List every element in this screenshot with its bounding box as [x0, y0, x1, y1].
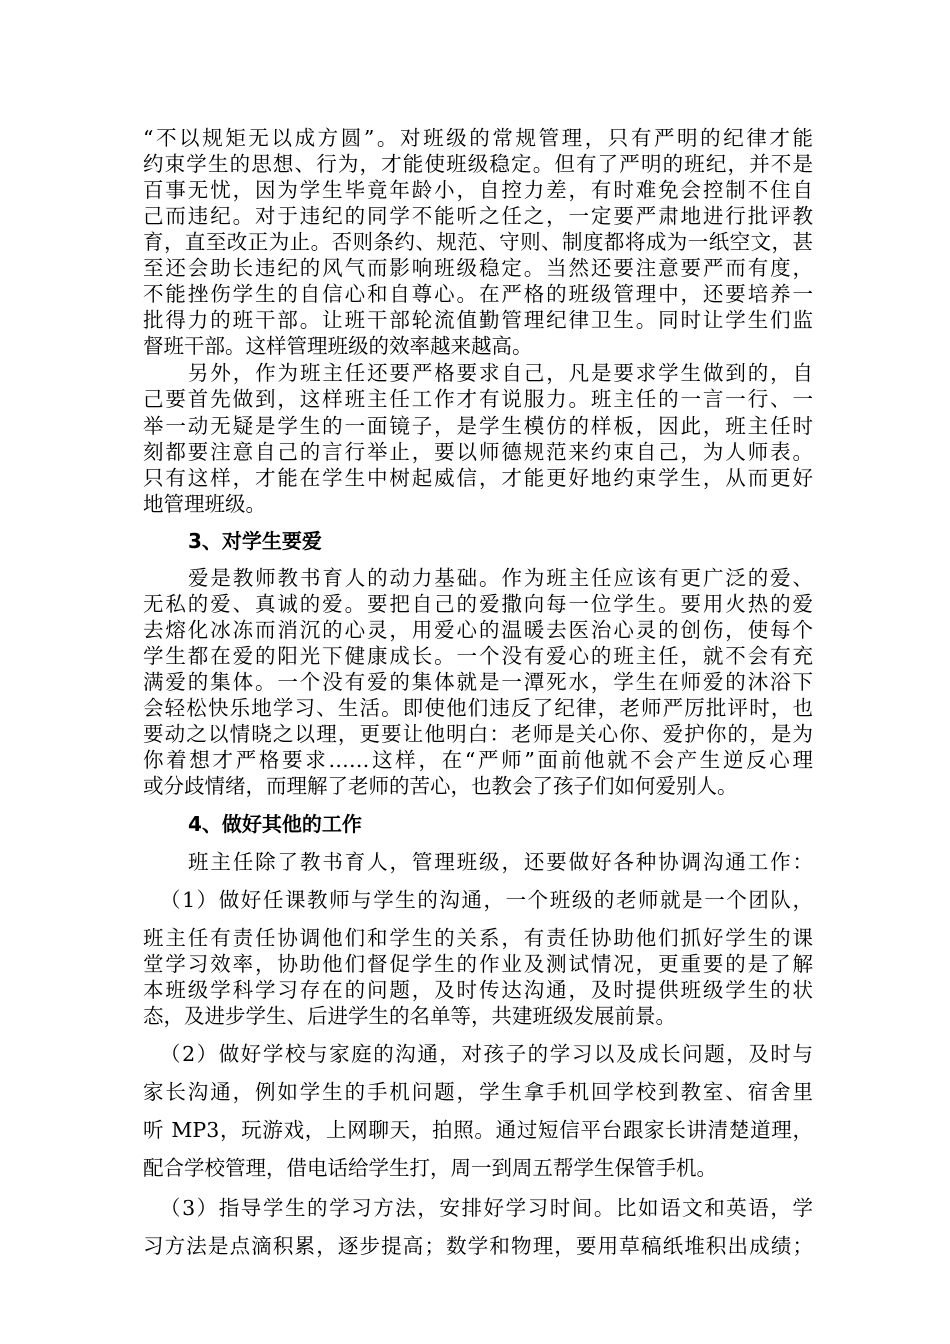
- paragraph-line: 或分歧情绪，而理解了老师的苦心，也教会了孩子们如何爱别人。: [143, 774, 738, 798]
- paragraph-line: 至还会助长违纪的风气而影响班级稳定。当然还要注意要严而有度，: [143, 256, 813, 280]
- paragraph-line: 地管理班级。: [143, 492, 266, 516]
- paragraph-line: 习方法是点滴积累，逐步提高；数学和物理，要用草稿纸堆积出成绩；: [143, 1234, 813, 1258]
- paragraph-line: 只有这样，才能在学生中树起威信，才能更好地约束学生，从而更好: [143, 466, 813, 490]
- paragraph-line: 堂学习效率，协助他们督促学生的作业及测试情况，更重要的是了解: [143, 952, 813, 976]
- paragraph-line: （1）做好任课教师与学生的沟通，一个班级的老师就是一个团队，: [160, 888, 813, 912]
- paragraph-line: 满爱的集体。一个没有爱的集体就是一潭死水，学生在师爱的沐浴下: [143, 670, 813, 694]
- paragraph-line: （2）做好学校与家庭的沟通，对孩子的学习以及成长问题，及时与: [160, 1042, 813, 1066]
- paragraph-line: 不能挫伤学生的自信心和自尊心。在严格的班级管理中，还要培养一: [143, 282, 813, 306]
- paragraph-line: 听 MP3，玩游戏，上网聊天，拍照。通过短信平台跟家长讲清楚道理，: [143, 1118, 813, 1142]
- section-heading: 3、对学生要爱: [188, 529, 322, 553]
- paragraph-line: 己而违纪。对于违纪的同学不能听之任之，一定要严肃地进行批评教: [143, 204, 813, 228]
- paragraph-line: 配合学校管理，借电话给学生打，周一到周五帮学生保管手机。: [143, 1156, 717, 1180]
- paragraph-line: 去熔化冰冻而消沉的心灵，用爱心的温暖去医治心灵的创伤，使每个: [143, 618, 813, 642]
- paragraph-line: 举一动无疑是学生的一面镜子，是学生模仿的样板，因此，班主任时: [143, 414, 813, 438]
- paragraph-line: 无私的爱、真诚的爱。要把自己的爱撒向每一位学生。要用火热的爱: [143, 592, 813, 616]
- paragraph-line: （3）指导学生的学习方法，安排好学习时间。比如语文和英语，学: [160, 1196, 813, 1220]
- paragraph-line: 家长沟通，例如学生的手机问题，学生拿手机回学校到教室、宿舍里: [143, 1080, 813, 1104]
- paragraph-line: 你着想才严格要求……这样，在“严师”面前他就不会产生逆反心理: [143, 748, 813, 772]
- paragraph-line: 约束学生的思想、行为，才能使班级稳定。但有了严明的班纪，并不是: [143, 152, 813, 176]
- paragraph-line: 育，直至改正为止。否则条约、规范、守则、制度都将成为一纸空文，甚: [143, 230, 813, 254]
- paragraph-line: 态，及进步学生、后进学生的名单等，共建班级发展前景。: [143, 1004, 676, 1028]
- paragraph-line: 刻都要注意自己的言行举止，要以师德规范来约束自己，为人师表。: [143, 440, 813, 464]
- section-heading: 4、做好其他的工作: [188, 812, 362, 836]
- paragraph-line: 班主任除了教书育人，管理班级，还要做好各种协调沟通工作：: [188, 850, 813, 874]
- paragraph-line: 另外，作为班主任还要严格要求自己，凡是要求学生做到的，自: [188, 361, 813, 385]
- paragraph-line: 督班干部。这样管理班级的效率越来越高。: [143, 334, 533, 358]
- paragraph-line: 己要首先做到，这样班主任工作才有说服力。班主任的一言一行、一: [143, 387, 813, 411]
- paragraph-line: “不以规矩无以成方圆”。对班级的常规管理，只有严明的纪律才能: [143, 126, 813, 150]
- paragraph-line: 本班级学科学习存在的问题，及时传达沟通，及时提供班级学生的状: [143, 978, 813, 1002]
- paragraph-line: 爱是教师教书育人的动力基础。作为班主任应该有更广泛的爱、: [188, 566, 813, 590]
- paragraph-line: 百事无忧，因为学生毕竟年龄小，自控力差，有时难免会控制不住自: [143, 178, 813, 202]
- paragraph-line: 要动之以情晓之以理，更要让他明白：老师是关心你、爱护你的，是为: [143, 722, 813, 746]
- paragraph-line: 班主任有责任协调他们和学生的关系，有责任协助他们抓好学生的课: [143, 926, 813, 950]
- paragraph-line: 会轻松快乐地学习、生活。即使他们违反了纪律，老师严厉批评时，也: [143, 696, 813, 720]
- paragraph-line: 学生都在爱的阳光下健康成长。一个没有爱心的班主任，就不会有充: [143, 644, 813, 668]
- paragraph-line: 批得力的班干部。让班干部轮流值勤管理纪律卫生。同时让学生们监: [143, 308, 813, 332]
